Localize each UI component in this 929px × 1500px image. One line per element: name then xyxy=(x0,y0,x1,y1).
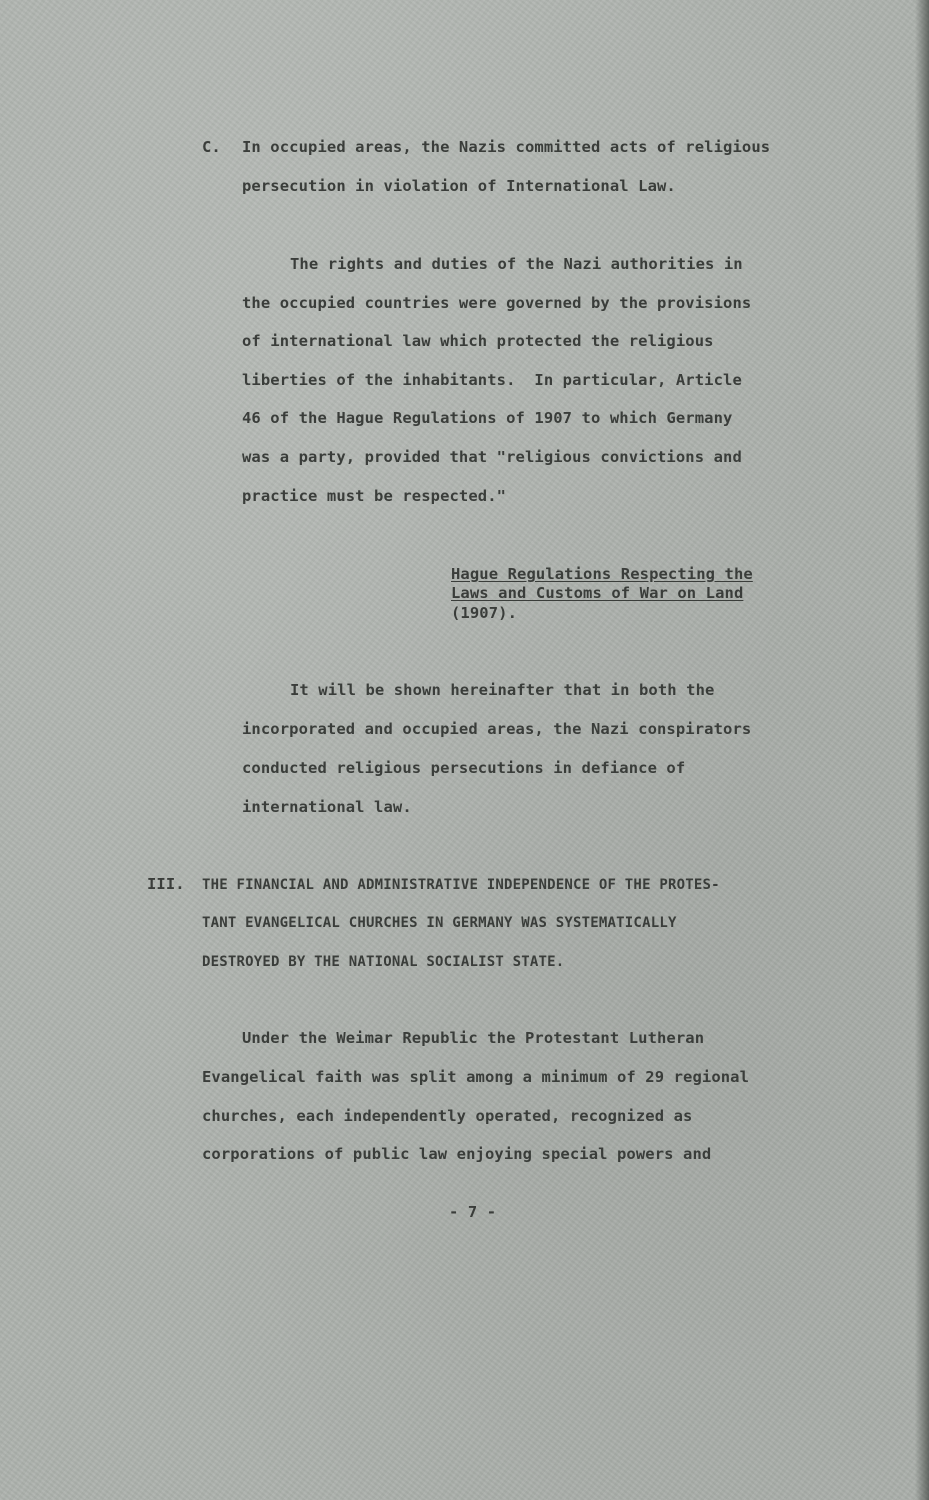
paragraph-weimar-line-4: corporations of public law enjoying special powers and xyxy=(202,1145,712,1163)
paragraph-weimar-line-1: Under the Weimar Republic the Protestant Lutheran xyxy=(242,1029,705,1047)
citation-line-2: Laws and Customs of War on Land xyxy=(451,584,744,602)
section-c-heading-line-2: persecution in violation of International Law. xyxy=(242,177,676,195)
section-iii-heading-line-2: TANT EVANGELICAL CHURCHES IN GERMANY WAS SYSTEMATICALLY xyxy=(202,915,677,931)
paragraph-rights-line-5: 46 of the Hague Regulations of 1907 to which Germany xyxy=(242,409,733,427)
section-c-heading-line-1: In occupied areas, the Nazis committed acts of religious xyxy=(242,138,771,156)
paragraph-shown-line-4: international law. xyxy=(242,798,412,816)
page-number: - 7 - xyxy=(449,1203,497,1221)
paragraph-rights-line-7: practice must be respected." xyxy=(242,487,507,505)
paragraph-rights-line-6: was a party, provided that "religious convictions and xyxy=(242,448,742,466)
paragraph-rights-line-3: of international law which protected the religious xyxy=(242,332,714,350)
section-iii-heading-line-1: THE FINANCIAL AND ADMINISTRATIVE INDEPENDENCE OF THE PROTES- xyxy=(202,877,720,893)
paragraph-shown-line-1: It will be shown hereinafter that in both the xyxy=(290,681,715,699)
paragraph-weimar-line-3: churches, each independently operated, recognized as xyxy=(202,1107,693,1125)
paragraph-weimar-line-2: Evangelical faith was split among a minimum of 29 regional xyxy=(202,1068,750,1086)
paragraph-rights-line-1: The rights and duties of the Nazi authorities in xyxy=(290,255,743,273)
paragraph-rights-line-4: liberties of the inhabitants. In particular, Article xyxy=(242,371,742,389)
paragraph-shown-line-2: incorporated and occupied areas, the Nazi conspirators xyxy=(242,720,752,738)
section-iii-heading-line-3: DESTROYED BY THE NATIONAL SOCIALIST STATE. xyxy=(202,954,565,970)
page-edge-shadow xyxy=(915,0,929,1500)
citation-line-3: (1907). xyxy=(451,604,518,622)
citation-line-1: Hague Regulations Respecting the xyxy=(451,565,753,583)
paragraph-rights-line-2: the occupied countries were governed by the provisions xyxy=(242,294,752,312)
paragraph-shown-line-3: conducted religious persecutions in defiance of xyxy=(242,759,686,777)
section-c-marker: C. xyxy=(202,138,221,156)
section-iii-marker: III. xyxy=(147,875,185,893)
